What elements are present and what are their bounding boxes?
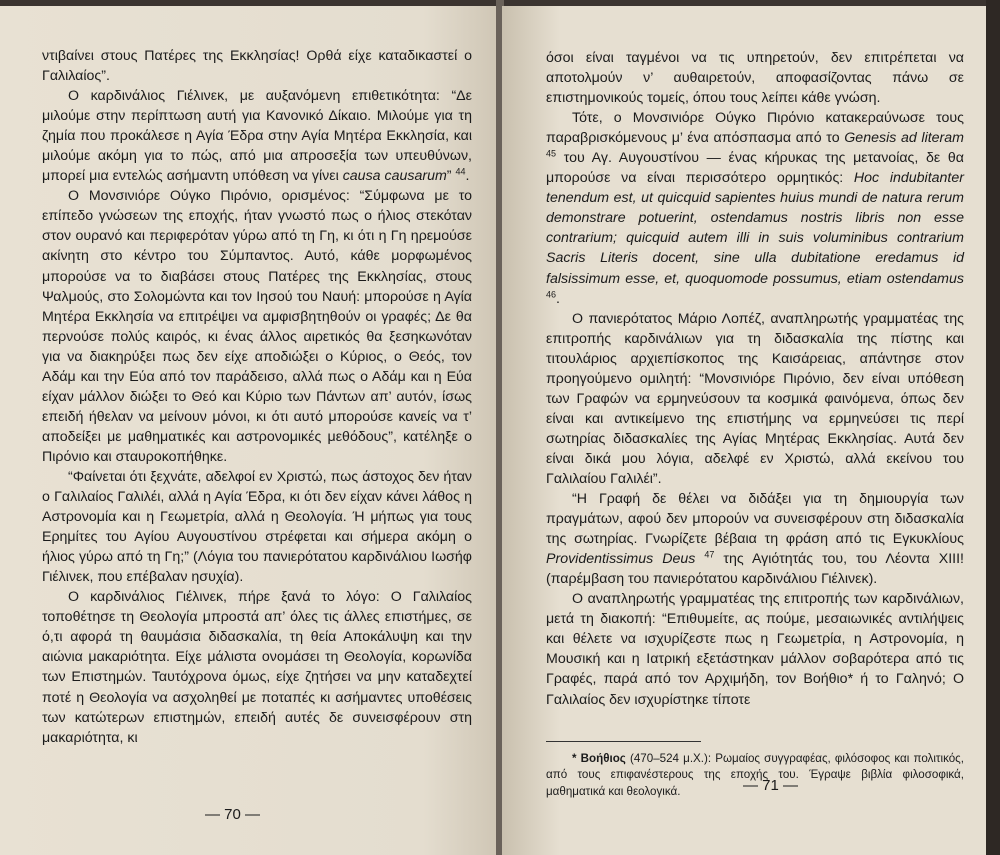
latin-title: Genesis ad literam <box>844 130 964 147</box>
book-edge <box>986 0 1000 855</box>
latin-quote: Hoc indubitanter tenendum est, ut quicquid sapientes huius mundi de natura rerum demonstrare potuerint, ostendamus nostris libris non esse contrarium; quicquid autem illi in suis voluminibus contrarium Sacris Literis docent, sine ulla dubitatione eredamus id falsissimum esse, et, quoquomode possumus, etiam ostendamus <box>546 170 964 287</box>
page-number: — 70 — <box>205 806 261 823</box>
paragraph: Ο καρδινάλιος Γιέλινεκ, πήρε ξανά το λόγο: Ο Γαλιλαίος τοποθέτησε τη Θεολογία μπροστά απ’ όλες τις άλλες επιστήμες, σε ό,τι αφορά τη θαυμάσια διδασκαλία, τη θεία Αποκάλυψη και την αιώνια μακαριότητα. Είχε μάλιστα ονομάσει τη Θεολογία, κορωνίδα των Επιστημών. Ταυτόχρονα όμως, είχε ζητήσει να μην καταδεχτεί ποτέ η Θεολογία να ασχοληθεί με ποταπές κι ασήμαντες υποθέσεις των κατώτερων επιστημών, επειδή αυτές δε συνεισφέρουν στη μακαριότητα, κι <box>42 589 472 746</box>
paragraph: όσοι είναι ταγμένοι να τις υπηρετούν, δεν επιτρέπεται να αποτολμούν ν’ αυθαιρετούν, αποφασίζοντας πάνω σε επιστημονικούς τομείς, όπου τους λείπει κάθε γνώση. <box>546 50 964 107</box>
footnote-ref: 47 <box>704 549 715 560</box>
right-page <box>502 6 986 855</box>
footnote-ref: 44 <box>455 166 466 177</box>
footnote-ref: 46 <box>546 288 557 299</box>
right-page-text <box>546 48 964 710</box>
footnote-rule <box>546 741 701 742</box>
paragraph: Ο αναπληρωτής γραμματέας της επιτροπής των καρδινάλιων, μετά τη διακοπή: “Επιθυμείτε, ας πούμε, μεσαιωνικές αντιλήψεις και θέλετε να ισχυρίζεστε πως η Γεωμετρία, η Αστρονομία, η Μουσική και η Ιατρική εξετάστηκαν μάλλον σοβαρότερα από τις Γραφές, παρά από τον Αρχιμήδη, τον Βοήθιο* ή το Γαληνό; Ο Γαλιλαίος δεν ισχυρίστηκε τίποτε <box>546 591 964 708</box>
page-number: — 71 — <box>743 777 799 794</box>
left-page-text <box>42 46 472 748</box>
paragraph: ντιβαίνει στους Πατέρες της Εκκλησίας! Ορθά είχε καταδικαστεί ο Γαλιλαίος”. <box>42 48 472 85</box>
paragraph <box>546 489 964 589</box>
paragraph-text: Τότε, ο Μονσινιόρε Ούγκο Πιρόνιο κατακεραύνωσε τους παραβρισκόμενους μ’ ένα απόσπασμα από το <box>546 110 964 147</box>
paragraph: Τότε, ο Μονσινιόρε Ούγκο Πιρόνιο κατακεραύνωσε τους παραβρισκόμενους μ’ ένα απόσπασμα από το Genesis ad literam $^{45}$ του Αγ. Αυγουστίνου — ένας κήρυκας της μετανοίας, δε θα μπορούσε να είναι περισσότερο ορμητικός: Hoc indubitanter tenendum est, ut quicquid sapientes huius mundi de natura rerum demonstrare potuerint, ostendamus nostris libris non esse contrarium; quicquid autem illi in suis voluminibus contrarium Sacris Literis docent, sine ulla dubitatione eredamus id falsissimum esse, et, quoquomode possumus, etiam ostendamus $^{46}$. <box>546 110 964 307</box>
footnote-ref: 45 <box>546 148 557 159</box>
paragraph: “Φαίνεται ότι ξεχνάτε, αδελφοί εν Χριστώ, πως άστοχος δεν ήταν ο Γαλιλαίος Γαλιλέι, αλλά η Αγία Έδρα, κι ότι δεν είχαν κάνει λάθος η Αστρονομία και η Γεωμετρία, αλλά η Θεολογία. Ή μήπως για τους Ερημίτες του Αγίου Αυγουστίνου στρέφεται και σήμερα ακόμη ο ήλιος γύρω από τη Γη;” (Λόγια του πανιερότατου καρδινάλιου Ιωσήφ Γιέλινεκ, που επέβαλαν ησυχία). <box>42 468 472 586</box>
paragraph-text: “Η Γραφή δε θέλει να διδάξει για τη δημιουργία των πραγμάτων, αφού δεν μπορούν να συνεισφέρουν στη διδασκαλία της σωτηρίας. Γνωρίζετε βέβαια τη φράση από τις Εγκυκλίους <box>546 491 964 548</box>
left-page <box>0 6 498 855</box>
paragraph-text: Ο καρδινάλιος Γιέλινεκ, με αυξανόμενη επιθετικότητα: “Δε μιλούμε στην περίπτωση αυτή για Κανονικό Δίκαιο. Μιλούμε για τη ζημία που προκάλεσε η Αγία Έδρα στην Αγία Μητέρα Εκκλησία, και μιλούμε ακόμη για το πώς, από μια απροσεξία των υπευθύνων, μπορεί μια εντελώς ασήμαντη υπόθεση να γίνει <box>42 88 472 185</box>
paragraph: Ο καρδινάλιος Γιέλινεκ, με αυξανόμενη επιθετικότητα: “Δε μιλούμε στην περίπτωση αυτή για Κανονικό Δίκαιο. Μιλούμε για τη ζημία που προκάλεσε η Αγία Έδρα στην Αγία Μητέρα Εκκλησία, και μιλούμε ακόμη για το πώς, από μια απροσεξία των υπευθύνων, μπορεί μια εντελώς ασήμαντη υπόθεση να γίνει causa causarum” $^{44}$. <box>42 88 472 185</box>
paragraph-text: του Αγ. Αυγουστίνου — ένας κήρυκας της μετανοίας, δε θα μπορούσε να είναι περισσότερο ορμητικός: <box>546 150 964 187</box>
latin-phrase: causa causarum <box>342 168 447 185</box>
paragraph: Ο πανιερότατος Μάριο Λοπέζ, αναπληρωτής γραμματέας της επιτροπής καρδινάλιων για τη διδασκαλία της πίστης και τιτουλάριος αρχιεπίσκοπος της Καισάρειας, απάντησε στον προηγούμενο ομιλητή: “Μονσινιόρε Πιρόνιο, δεν είναι υπόθεση των Γραφών να ερμηνεύσουν τα κοσμικά φαινόμενα, όπως δεν είναι και αντικείμενο της επιστήμης να ερμηνεύσει τις περί σωτηρίας διδασκαλίες της Αγίας Μητέρας Εκκλησίας. Αυτά δεν είναι δικά μου λόγια, αδελφέ εν Χριστώ, αλλά εκείνου του Γαλιλαίου Γαλιλέι”. <box>546 310 964 487</box>
footnote-text: (470–524 μ.Χ.): Ρωμαίος συγγραφέας, φιλόσοφος και πολιτικός, από τους επιφανέστερους της εποχής του. Έγραψε βιβλία φιλοσοφικά, μαθηματικά και θεολογικά. <box>546 751 964 798</box>
paragraph: Ο Μονσινιόρε Ούγκο Πιρόνιο, ορισμένος: “Σύμφωνα με το επίπεδο γνώσεων της εποχής, ήταν γνωστό πως ο ήλιος στεκόταν στον ουρανό και περιφερόταν γύρω από τη Γη, κι ότι η Γη ηρεμούσε ακίνητη στο κέντρο του Σύμπαντος. Αυτό, κάθε μορφωμένος μπορούσε να το διαβάσει στους Πατέρες της Εκκλησίας, στους Ψαλμούς, στο Σολομώντα και τον Ιησού του Ναυή: μπορούσε η Αγία Μητέρα Εκκλησία να επιτρέψει να αμφισβητηθούν οι γραφές; Δε θα περνούσε πολύς καιρός, κι ένας άλλος αιρετικός θα ξεσηκωνόταν για να διακηρύξει πως δεν είχε αποδιώξει ο Κύριος, ο Θεός, τον Αδάμ και την Εύα από τον παράδεισο, αλλά πως ο Αδάμ και η Εύα είχαν μάλλον διώξει το Θεό και Κύριο των Πάντων απ’ αυτόν, ίσως επειδή ήθελαν να μείνουν μόνοι, κι ότι αυτό μπορούσε κανείς να τ’ αποδείξει με μαθηματικές και αστρονομικές μεθόδους”, κατέληξε ο Πιρόνιο και σταυροκοπήθηκε. <box>42 188 472 465</box>
footnote-term: * Βοήθιος <box>572 751 626 765</box>
latin-title: Providentissimus Deus <box>546 551 696 568</box>
paragraph-text: της Αγιότητάς του, του Λέοντα XIII! (παρέμβαση του πανιερότατου καρδινάλιου Γιέλινεκ). <box>546 551 964 588</box>
